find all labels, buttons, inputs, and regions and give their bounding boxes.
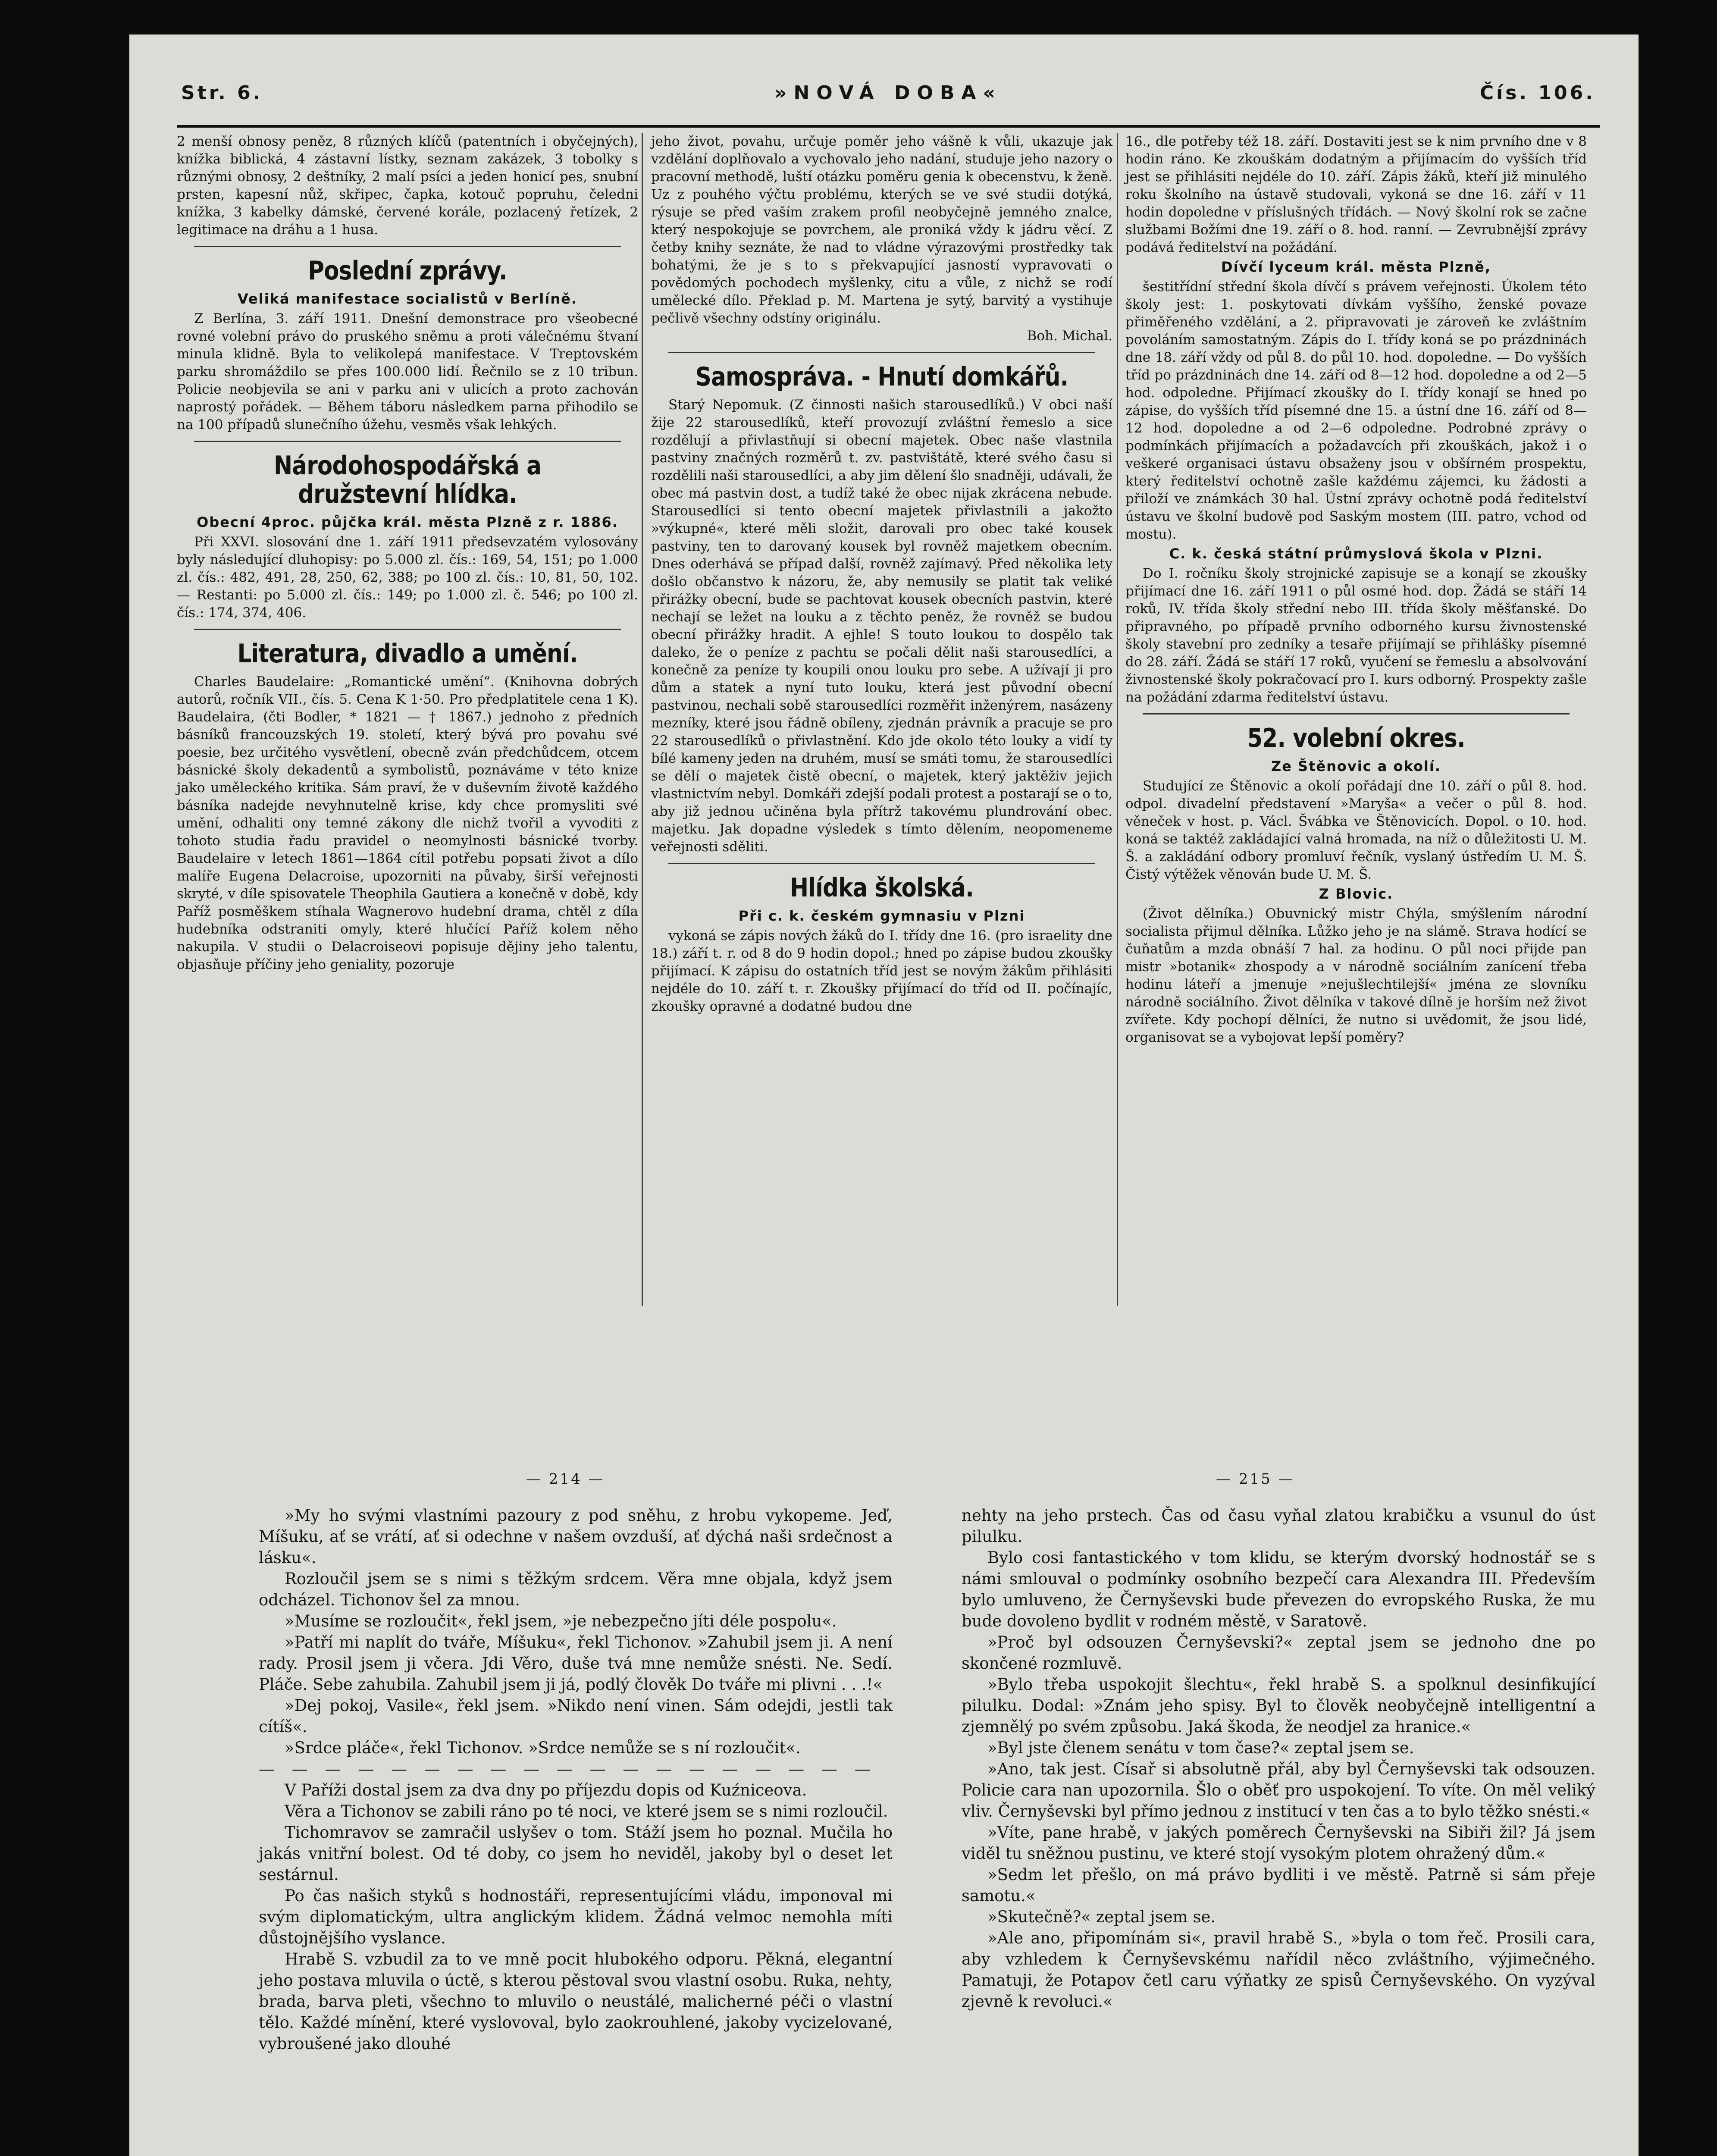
scanned-sheet [129, 34, 1639, 2156]
paragraph: »Bylo třeba uspokojit šlechtu«, řekl hrabě S. a spolknul desinfikující pilulku. Dodal: »Znám jeho spisy. Byl to člověk neobyčejně intelligentní a zjemnělý po svém způsobu. Jaká škoda, že neodjel za hranice.« [962, 1675, 1595, 1736]
header-rule [177, 125, 1600, 128]
paragraph: Věra a Tichonov se zabili ráno po té noci, ve které jsem se s nimi rozloučil. [285, 1802, 888, 1821]
subheading-girls-lyceum: Dívčí lyceum král. města Plzně, [1221, 259, 1491, 275]
page-number-right: — 215 — [1216, 1470, 1295, 1488]
section-rule [194, 629, 621, 630]
paragraph: V Paříži dostal jsem za dva dny po příjezdu dopis od Kuźniceova. [285, 1781, 807, 1799]
section-heading-literature: Literatura, divadlo a umění. [237, 639, 578, 669]
article-baudelaire: Charles Baudelaire: „Romantické umění“. (Knihovna dobrých autorů, ročník VII., čís. 5. Cena K 1·50. Pro předplatitele cena 1 K). Baudelaira, (čti Bodler, * 1821 — † 1867.) jednoho z předních básníků francouzských 19. století, který bývá pro povahu své poesie, bez určitého vysvětlení, obecně zván předchůdcem, otcem básnické školy dekadentů a symbolistů, poznáváme v této knize jako uměleckého kritika. Sám praví, že v duševním životě každého básníka nadejde nevyhnutelně krise, kdy chce promysliti své umění, odhaliti ony temné zákony dle nichž tvořil a vyvoditi z tohoto studia řadu pravidel o neomylnosti básnické tvorby. Baudelaire v letech 1861—1864 cítil potřebu popsati život a dílo malíře Eugena Delacroise, upozorniti na půvaby, širší veřejnosti skryté, v díle spisovatele Theophila Gautiera a konečně v době, kdy Paříž posměškem stíhala Wagnerovo hudební drama, chtěl z díla hudebníka odstraniti omyly, které hlučící Paříž kolem něho nakupila. V studii o Delacroiseovi popisuje dějiny jeho talentu, objasňuje příčiny jeho geniality, pozoruje [177, 674, 638, 972]
column-2 [651, 133, 1112, 1015]
paragraph: »Dej pokoj, Vasile«, řekl jsem. »Nikdo není vinen. Sám odejdi, jestli tak cítíš«. [259, 1696, 893, 1736]
section-rule [194, 246, 621, 247]
book-page-left [259, 1505, 893, 2054]
author-signature: Boh. Michal. [1027, 328, 1112, 344]
newspaper-page [129, 34, 1639, 1445]
lost-items-paragraph: 2 menší obnosy peněz, 8 různých klíčů (patentních i obyčejných), knížka biblická, 4 zástavní lístky, seznam zakázek, 3 tobolky s různými obnosy, 2 deštníky, 2 malí psíci a jeden honicí pes, snubní prsten, kapesní nůž, skřipec, čapka, kotouč popruhu, čeledni knížka, 3 kabelky dámské, červené korále, pozlacený řetízek, 2 legitimace na dráhu a 1 husa. [177, 134, 638, 238]
column-divider [1117, 133, 1118, 1306]
paragraph: »Proč byl odsouzen Černyševski?« zeptal jsem se jednoho dne po skončené rozmluvě. [962, 1633, 1595, 1673]
page-label: Str. 6. [181, 82, 263, 104]
column-3 [1125, 133, 1587, 1047]
article-gymnasium: vykoná se zápis nových žáků do I. třídy dne 16. (pro israelity dne 18.) září t. r. od 8 do 9 hodin dopol.; hned po zápise budou zkoušky přijímací. K zápisu do ostatních tříd jest se novým žákům přihlásiti nejdéle do 10. září t. r. Zkoušky přijímací do tříd od II. počínajíc, zkoušky opravné a dodatné budou dne [651, 928, 1112, 1014]
article-stenovice: Studující ze Štěnovic a okolí pořádají dne 10. září o půl 8. hod. odpol. divadelní představení »Maryša« a večer o půl 8. hod. věneček v host. p. Václ. Švábka ve Štěnovicích. Dopol. o 10. hod. koná se taktéž zakládající valná hromada, na níž o důležitosti U. M. Š. a zakládání odbory promluví řečník, vyslaný ústředím U. M. Š. Čistý výtěžek věnován bude U. M. Š. [1125, 778, 1587, 882]
paragraph: »Byl jste členem senátu v tom čase?« zeptal jsem se. [987, 1739, 1414, 1757]
section-rule [194, 441, 621, 442]
paragraph: »Ale ano, připomínám si«, pravil hrabě S., »byla o tom řeč. Prosili cara, aby vzhledem k Černyševskému nařídil něco zvláštního, výjimečného. Pamatuji, že Potapov četl caru výňatky ze spisů Černyševského. On vyzýval zjevně k revoluci.« [962, 1929, 1595, 2011]
paragraph: »Sedm let přešlo, on má právo bydliti i ve městě. Patrně si sám přeje samotu.« [962, 1865, 1595, 1905]
section-rule [1143, 713, 1570, 714]
section-rule [668, 863, 1095, 864]
section-heading-self-government: Samospráva. - Hnutí domkářů. [695, 362, 1068, 392]
article-berlin: Z Berlína, 3. září 1911. Dnešní demonstrace pro všeobecné rovné volební právo do pruského sněmu a proti válečnému štvaní minula klidně. Byla to velikolepá manifestace. V Treptovském parku shromáždilo se přes 100.000 lidí. Řečnilo se z 10 tribun. Policie neobjevila se ani v parku ani v ulicích a proto zachován naprostý pořádek. — Během táboru následkem parna přihodilo se na 100 případů slunečního úžehu, vesměs však lehkých. [177, 311, 638, 432]
paragraph: Bylo cosi fantastického v tom klidu, se kterým dvorský hodnostář se s námi smlouval o podmínky osobního bezpečí cara Alexandra III. Především bylo umluveno, že Černyševski bude převezen do evropského Ruska, že mu bude dovoleno bydlit v rodném městě, v Saratově. [962, 1548, 1595, 1630]
paragraph: Hrabě S. vzbudil za to ve mně pocit hlubokého odporu. Pěkná, elegantní jeho postava mluvila o úctě, s kterou pěstoval svou vlastní osobu. Ruka, nehty, brada, barva pleti, všechno to mluvilo o neustálé, malicherné péči o vlastní tělo. Každé mínění, které vyslovoval, bylo zaokrouhlené, jakoby vycizelované, vybroušené jako dlouhé [259, 1950, 893, 2053]
section-heading-electoral-district: 52. volební okres. [1247, 723, 1465, 753]
page-number-left: — 214 — [526, 1470, 605, 1488]
book-page-right [962, 1505, 1595, 2012]
column-divider [642, 133, 643, 1306]
column-1 [177, 133, 638, 974]
paragraph: »Ano, tak jest. Císař si absolutně přál, aby byl Černyševski tak odsouzen. Policie cara nan upozornila. Šlo o oběť pro uspokojení. To víte. On měl veliký vliv. Černyševski byl přímo jednou z institucí v ten čas a to bylo těžko snésti.« [962, 1760, 1595, 1821]
paragraph: Rozloučil jsem se s nimi s těžkým srdcem. Věra mne objala, když jsem odcházel. Tichonov šel za mnou. [259, 1570, 893, 1609]
paragraph: Tichomravov se zamračil uslyšev o tom. Stáží jsem ho poznal. Mučila ho jakás vnitřní bolest. Od té doby, co jsem ho neviděl, jakoby byl o deset let sestárnul. [259, 1823, 893, 1884]
section-heading-latest-news: Poslední zprávy. [308, 256, 507, 286]
article-stary-nepomuk: Starý Nepomuk. (Z činnosti našich starousedlíků.) V obci naší žije 22 starousedlíků, kteří provozují zvláštní řemeslo a sice rozdělují a přivlastňují si obecní majetek. Obec naše vlastnila pastviny značných rozměrů t. zv. pastvištátě, které svého času si rozdělili naši starousedlíci, a aby jim dělení šlo snadněji, udávali, že obec má pastvin dost, a tudíž také že obec nijak zkrácena nebude. Starousedlíci si tento obecní majetek přivlastnili a jakožto »výkupné«, které měli složit, darovali pro obec také kousek pastviny, ten to darovaný kousek byl rovněž majetkem obecním. Dnes oderhává se případ další, rovněž zajímavý. Před několika lety došlo občanstvo k názoru, že, aby nemusily se platit tak veliké přirážky obecní, bude se pachtovat kousek obecních pastvin, které nechají se ležet na louku a z těchto peněz, že rovněž se budou obecní přirážky hradit. A ejhle! S touto loukou to dospělo tak daleko, že o peníze z pachtu se počali dělit naši starousedlíci, a konečně za peníze ty koupili onou louku pro sebe. A užívají ji pro dům a statek a nyní tuto louku, která jest původní obecní pastvinou, nechali sobě starousedlíci rozměřit inženýrem, nasázeny mezníky, které jsou řádně obíleny, zjednán právník a pracuje se pro 22 starousedlíků o přivlastnění. Kdo jde okolo této louky a vidí ty bílé kameny jeden na druhém, musí se smáti tomu, že starousedlíci se dělí o majetek čistě obecní, o majetek, který jaktěživ jejich vlastnictvím nebyl. Domkáři zdejší podali protest a postarají se o to, aby již jednou učiněna byla přítrž takovému plundrování obec. majetku. Jak dopadne výsledek s tímto dělením, neopomeneme veřejnosti sděliti. [651, 397, 1112, 855]
book-pages [129, 1470, 1639, 2156]
article-industrial-school: Do I. ročníku školy strojnické zapisuje se a konají se zkoušky přijímací dne 16. září 1911 o půl osmé hod. dop. Žádá se stáří 14 roků, IV. třída školy střední nebo III. třída školy měšťanské. Do připravného, po případě prvního odborného kursu živnostenské školy stavební pro zedníky a tesaře přijímají se přihlášky písemné do 28. září. Žádá se stáří 17 roků, vyučení se řemeslu a absolvování živnostenské školy pokračovací pro I. kurs odborný. Prospekty zašle na požádání zdarma ředitelství ústavu. [1125, 566, 1587, 705]
article-baudelaire-continued: jeho život, povahu, určuje poměr jeho vášně k vůli, ukazuje jak vzdělání doplňovalo a vychovalo jeho nadání, studuje jeho nazory o pracovní methodě, luští otázku poměru genia k obecenstvu, k ženě. Uz z pouhého výčtu problému, kterých se ve své studii dotýká, rýsuje se před vaším zrakem profil neobyčejně jemného znalce, který nespokojuje se povrchem, ale proniká vždy k jádru věcí. Z četby knihy seznáte, že nad to vládne výrazovými prostředky tak bohatými, že je s to s překvapující jasností vypravovati o povědomých pochodech myšlenky, citu a vůle, z nichž se rodí umělecké dílo. Překlad p. M. Martena je sytý, barvitý a vystihuje pečlivě všechny odstíny originálu. [651, 134, 1112, 326]
paragraph: »Skutečně?« zeptal jsem se. [987, 1908, 1216, 1926]
paragraph: nehty na jeho prstech. Čas od času vyňal zlatou krabičku a vsunul do úst pilulku. [962, 1506, 1595, 1546]
newspaper-title: »NOVÁ DOBA« [774, 82, 1002, 104]
article-gymnasium-continued: 16., dle potřeby též 18. září. Dostaviti jest se k nim prvního dne v 8 hodin ráno. Ke zkouškám dodatným a přijímacím do vyšších tříd jest se přihlásiti nejdéle do 10. září. Zápis žáků, kteří již minulého roku školního na ústavě studovali, vykoná se dne 16. září v 11 hodin dopoledne v příslušných třídách. — Nový školní rok se začne službami Božími dne 19. září o 8. hod. ranní. — Zevrubnější zprávy podává ředitelství na požádání. [1125, 134, 1587, 255]
paragraph: »Srdce pláče«, řekl Tichonov. »Srdce nemůže se s ní rozloučit«. [285, 1739, 801, 1757]
article-girls-lyceum: šestitřídní střední škola dívčí s právem veřejnosti. Úkolem této školy jest: 1. poskytovati dívkám vyššího, ženské povaze přiměřeného vzdělání, a 2. připravovati je zároveň ke zvláštním povoláním samostatným. Zápis do I. třídy koná se po prázdninách dne 18. září vždy od půl 8. do půl 10. hod. dopoledne. — Do vyšších tříd po prázdninách dne 14. září od 8—12 hod. dopoledne a od 2—5 hod. odpoledne. Přijímací zkoušky do I. třídy konají se hned po zápise, do vyšších tříd písemné dne 15. a ústní dne 16. září od 8—12 hod. dopoledne a od 2—6 odpoledne. Podrobné zprávy o podmínkách přijímacích a požadavcích při zkouškách, jakož i o veškeré organisaci ústavu obsaženy jsou v obšírném prospektu, který ředitelství ochotně zašle každému zájemci, ku žádosti a přiloží ve známkách 30 hal. Ústní zprávy ochotně podá ředitelství ústavu ve školní budově pod Saským mostem (III. patro, vchod od mostu). [1125, 279, 1587, 542]
article-blovice: (Život dělníka.) Obuvnický mistr Chýla, smýšlením národní socialista přijmul dělníka. Lůžko jeho je na slámě. Strava hodící se čuňatům a mzda obnáší 7 hal. za hodinu. O půl noci přijde pan mistr »botanik« zhospody a v národně sociálním zanícení třeba hodinu láteří a jmenuje »nejušlechtilejší« jména ze slovníku národně sociálního. Život dělníka v takové dílně je horším než život zvířete. Kdy pochopí dělníci, že nutno si uvědomit, že jsou lidé, organisovat se a vybojovat lepší poměry? [1125, 906, 1587, 1045]
paragraph: »Patří mi naplít do tváře, Míšuku«, řekl Tichonov. »Zahubil jsem ji. A není rady. Prosil jsem ji včera. Jdi Věro, duše tvá mne nemůže snésti. Ne. Sedí. Pláče. Sebe zahubila. Zahubil jsem ji já, podlý člověk Do tváře mi plivni . . .!« [259, 1633, 893, 1694]
subheading-berlin-manifestation: Veliká manifestace socialistů v Berlíně. [238, 291, 577, 307]
paragraph: »Musíme se rozloučit«, řekl jsem, »je nebezpečno jíti déle pospolu«. [285, 1612, 837, 1630]
subheading-industrial-school: C. k. česká státní průmyslová škola v Plzni. [1169, 545, 1543, 562]
section-heading-economy: Národohospodářská a družstevní hlídka. [273, 451, 542, 509]
subheading-plzen-loan: Obecní 4proc. půjčka král. města Plzně z r. 1886. [197, 514, 618, 530]
subheading-blovice: Z Blovic. [1319, 886, 1394, 902]
section-heading-school: Hlídka školská. [790, 873, 974, 903]
paragraph: »Víte, pane hrabě, v jakých poměrech Černyševski na Sibiři žil? Já jsem viděl tu sněžnou pustinu, ve které stojí vysokým plotem ohražený dům.« [962, 1823, 1595, 1863]
subheading-gymnasium: Při c. k. českém gymnasiu v Plzni [738, 908, 1025, 924]
paragraph: Po čas našich styků s hodnostáři, representujícími vládu, imponoval mi svým diplomatickým, ultra anglickým klidem. Žádná velmoc nemohla míti důstojnějšího vyslance. [259, 1887, 893, 1947]
issue-label: Čís. 106. [1479, 82, 1595, 104]
running-head [181, 82, 1595, 116]
section-break: — — — — — — — — — — — — — — — — — — — [259, 1760, 877, 1778]
section-rule [668, 352, 1095, 353]
subheading-stenovice: Ze Štěnovic a okolí. [1271, 758, 1441, 774]
article-loan-draw: Při XXVI. slosování dne 1. září 1911 předsevzatém vylosovány byly následující dluhopisy: po 5.000 zl. čís.: 169, 54, 151; po 1.000 zl. čís.: 482, 491, 28, 250, 62, 388; po 100 zl. čís.: 10, 81, 50, 102. — Restanti: po 5.000 zl. čís.: 149; po 1.000 zl. č. 546; po 100 zl. čís.: 174, 374, 406. [177, 534, 638, 620]
paragraph: »My ho svými vlastními pazoury z pod sněhu, z hrobu vykopeme. Jeď, Míšuku, ať se vrátí, ať si odechne v našem ovzduší, ať dýchá naši srdečnost a lásku«. [259, 1506, 893, 1567]
